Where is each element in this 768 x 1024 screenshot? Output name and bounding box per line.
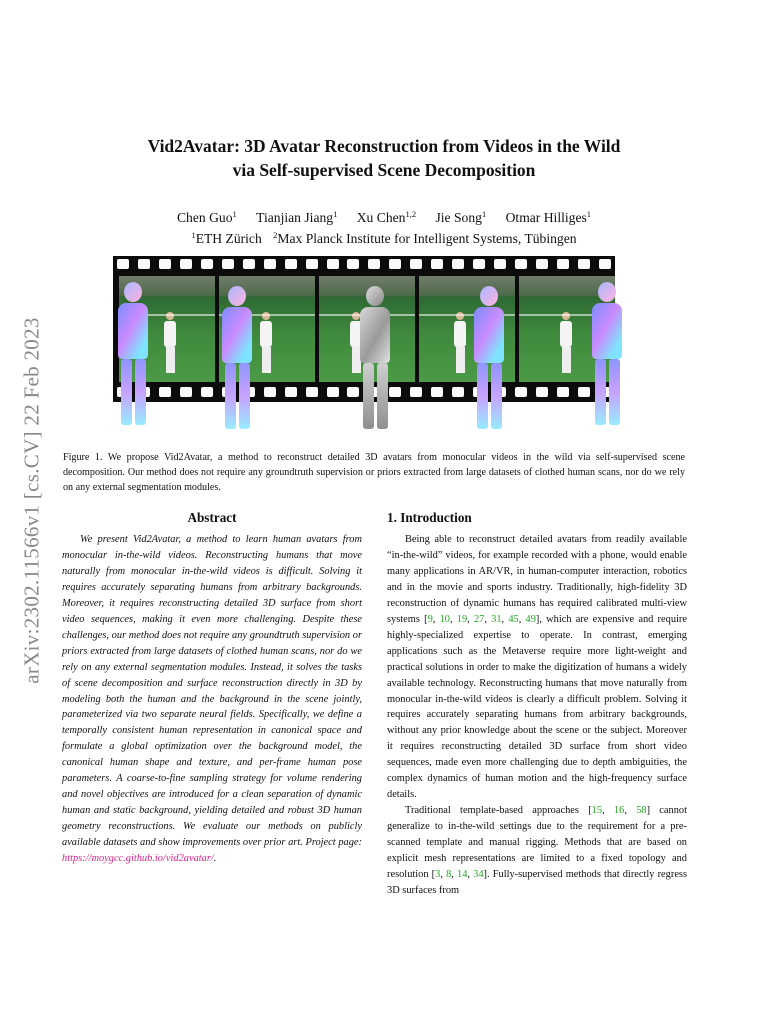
tennis-player (559, 312, 573, 374)
intro-paragraph: Being able to reconstruct detailed avatars from readily available “in-the-wild” videos, for example recorded with a phone, would enable many applications in AR/VR, in human-computer interaction, robotics and in the movie and sports industry. Traditionally, high-fidelity 3D reconstruction of dynamic humans has required calibrated multi-view systems [9, 10, 19, 27, 31, 45, 49], which are expensive and require highly-specialized expertise to operate. In contrast, emerging applications such as the Metaverse require more light-weight and practical solutions in order to make the digitization of humans a widely available technology. Reconstructing humans that move naturally from monocular in-the-wild videos is clearly a difficult problem. Solving it requires accurately separating humans from arbitrary backgrounds, without any prior knowledge about the scene or the subject. Moreover it requires reconstructing detailed 3D surface from short video sequences, made even more challenging due to depth ambiguities, the complex dynamics of human motion and the high-frequency surface details. (387, 534, 687, 801)
intro-paragraph: Traditional template-based approaches [15, 16, 58] cannot generalize to in-the-wild settings due to the requirement for a pre-scanned template and manual rigging. Methods that are based on explicit mesh representations are limited to a fixed topology and resolution [3, 8, 14, 34]. Fully-supervised methods that directly regress 3D surfaces from (387, 805, 688, 896)
introduction-body (387, 532, 687, 899)
citation-link[interactable]: 15 (591, 805, 603, 817)
citation-link[interactable]: 49 (525, 613, 536, 625)
film-perforation (117, 259, 129, 269)
film-perforation (431, 259, 443, 269)
teaser-figure (113, 256, 615, 402)
arxiv-identifier (12, 265, 52, 735)
film-perforation (452, 387, 464, 397)
film-perforation (180, 259, 192, 269)
normal-map-avatar (213, 286, 261, 429)
citation-list: 15, 16, 58 (591, 805, 647, 817)
paper-title (100, 134, 668, 182)
film-perforation (557, 387, 569, 397)
citation-link[interactable]: 58 (636, 805, 647, 817)
film-perforation (327, 259, 339, 269)
film-perforation (578, 259, 590, 269)
affiliation-list (100, 228, 668, 249)
film-perforation (536, 259, 548, 269)
film-perforation (306, 387, 318, 397)
tennis-player (163, 312, 177, 374)
film-perforation (306, 259, 318, 269)
abstract-column (62, 508, 362, 867)
mesh-avatar (351, 286, 399, 429)
citation-link[interactable]: 10 (439, 613, 450, 625)
film-perforation (515, 387, 527, 397)
citation-link[interactable]: 27 (473, 613, 485, 625)
abstract-text: We present Vid2Avatar, a method to learn human avatars from monocular in-the-wild videos. Reconstructing humans that move naturally from monocular in-the-wild videos is difficult. Solving it requires accurately separating humans from arbitrary backgrounds. Moreover, it requires reconstructing detailed 3D surface from short video sequences, making it even more challenging. Despite these challenges, our method does not require any groundtruth supervision or priors extracted from large datasets of clothed human scans, nor do we rely on any external segmentation modules. Instead, it solves the tasks of scene decomposition and surface reconstruction directly in 3D by modeling both the human and the background in the scene jointly, parameterized via two separate neural fields. Specifically, we define a temporally consistent human representation in canonical space and formulate a global optimization over the background model, the canonical human shape and texture, and per-frame human pose parameters. A coarse-to-fine sampling strategy for volume rendering and novel objectives are introduced for a clean separation of dynamic human and static background, yielding detailed and robust 3D human geometry reconstructions. We evaluate our methods on publicly available datasets and show improvements over prior art. Project page: (62, 534, 362, 849)
film-perforation (243, 259, 255, 269)
film-perforation (201, 259, 213, 269)
film-perforation (557, 259, 569, 269)
film-perforation (159, 259, 171, 269)
author-list (100, 207, 668, 228)
author: Tianjian Jiang$^1$ (256, 209, 338, 225)
filmstrip-perforations-top (117, 259, 611, 271)
film-perforation (159, 387, 171, 397)
film-perforation (515, 259, 527, 269)
citation-link[interactable]: 14 (457, 869, 468, 881)
author: Xu Chen$^{1,2}$ (356, 209, 417, 225)
abstract-heading: Abstract (187, 510, 237, 525)
figure-caption: Figure 1. We propose Vid2Avatar, a method to reconstruct detailed 3D avatars from monocular videos in the wild via self-supervised scene decomposition. Our method does not require any groundtruth supervision or priors extracted from large datasets of clothed human scans, nor do we rely on any external segmentation modules. (63, 452, 685, 494)
film-perforation (327, 387, 339, 397)
normal-map-avatar (583, 282, 631, 425)
author: Otmar Hilliges$^1$ (505, 209, 592, 225)
film-perforation (222, 259, 234, 269)
author: Jie Song$^1$ (435, 209, 487, 225)
citation-link[interactable]: 16 (613, 805, 625, 817)
film-perforation (368, 259, 380, 269)
citation-link[interactable]: 8 (446, 869, 452, 881)
film-perforation (452, 259, 464, 269)
film-perforation (473, 259, 485, 269)
author: Chen Guo$^1$ (176, 209, 237, 225)
citation-link[interactable]: 19 (456, 613, 468, 625)
citation-link[interactable]: 45 (508, 613, 519, 625)
film-perforation (410, 387, 422, 397)
citation-link[interactable]: 31 (491, 613, 502, 625)
film-perforation (431, 387, 443, 397)
affiliation: $^1$ETH Zürich (191, 230, 262, 246)
film-perforation (536, 387, 548, 397)
film-perforation (494, 259, 506, 269)
film-perforation (285, 387, 297, 397)
project-page-link[interactable]: https://moygcc.github.io/vid2avatar/ (62, 853, 214, 865)
film-perforation (285, 259, 297, 269)
film-perforation (201, 387, 213, 397)
film-perforation (599, 259, 611, 269)
film-perforation (389, 259, 401, 269)
normal-map-avatar (465, 286, 513, 429)
abstract-body: We present Vid2Avatar, a method to learn human avatars from monocular in-the-wild videos. Reconstructing humans that move naturally from monocular in-the-wild videos is difficult. Solving it requires accurately separating humans from arbitrary backgrounds. Moreover, it requires reconstructing detailed 3D surface from short video sequences, making it even more challenging. Despite these challenges, our method does not require any groundtruth supervision or priors extracted from large datasets of clothed human scans, nor do we rely on any external segmentation modules. Instead, it solves the tasks of scene decomposition and surface reconstruction directly in 3D by modeling both the human and the background in the scene jointly, parameterized via two separate neural fields. Specifically, we define a temporally consistent human representation in canonical space and formulate a global optimization over the background model, the canonical human shape and texture, and per-frame human pose parameters. A coarse-to-fine sampling strategy for volume rendering and novel objectives are introduced for a clean separation of dynamic human and static background, yielding detailed and robust 3D human geometry reconstructions. We evaluate our methods on publicly available datasets and show improvements over prior art. Project page: https://moygcc.github.io/vid2avatar/. (62, 534, 362, 865)
citation-list: 9, 10, 19, 27, 31, 45, 49 (427, 613, 536, 625)
arxiv-stamp-text: arXiv:2302.11566v1 [cs.CV] 22 Feb 2023 (19, 316, 44, 684)
citation-list: 3, 8, 14, 34 (435, 869, 484, 881)
film-perforation (180, 387, 192, 397)
film-perforation (138, 259, 150, 269)
citation-link[interactable]: 9 (427, 613, 433, 625)
film-perforation (264, 387, 276, 397)
film-perforation (264, 259, 276, 269)
author-block (100, 207, 668, 249)
film-perforation (347, 259, 359, 269)
title-line-2: via Self-supervised Scene Decomposition (232, 160, 536, 180)
film-perforation (410, 259, 422, 269)
title-line-1: Vid2Avatar: 3D Avatar Reconstruction from Videos in the Wild (147, 136, 621, 156)
tennis-player (259, 312, 273, 374)
normal-map-avatar (109, 282, 157, 425)
citation-link[interactable]: 3 (435, 869, 441, 881)
affiliation: $^2$Max Planck Institute for Intelligent Systems, Tübingen (273, 230, 577, 246)
introduction-column (387, 508, 687, 899)
introduction-heading: 1. Introduction (387, 510, 472, 525)
citation-link[interactable]: 34 (473, 869, 484, 881)
